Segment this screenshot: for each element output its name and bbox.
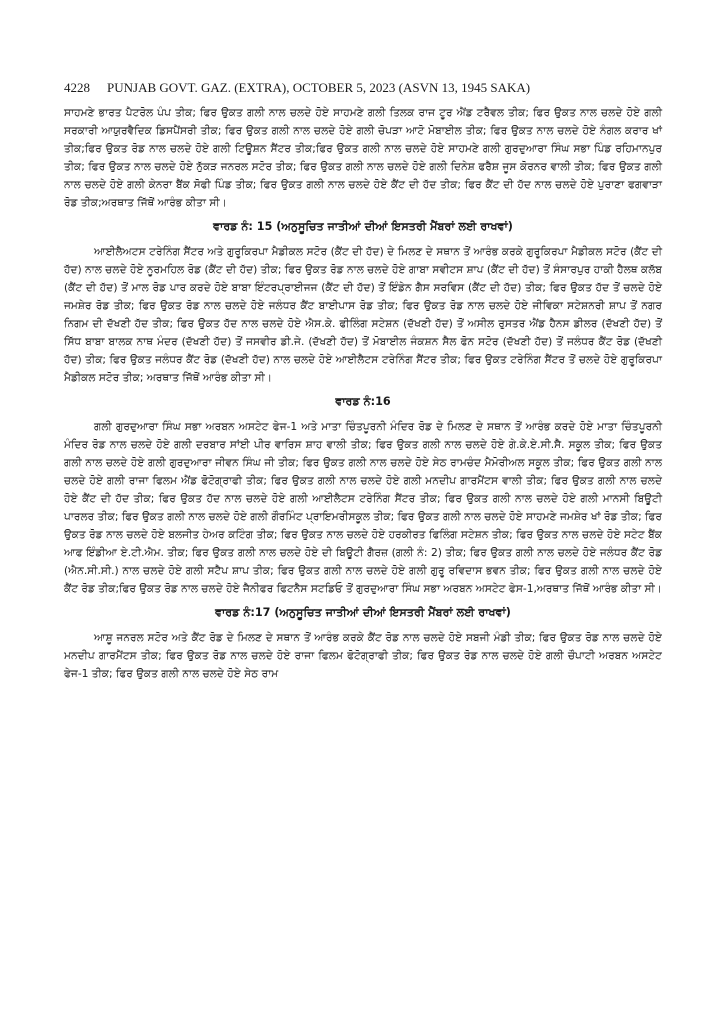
ward-16-heading: ਵਾਰਡ ਨੰ:16 bbox=[335, 395, 391, 408]
page-number: 4228 bbox=[64, 80, 90, 95]
ward-15-paragraph: ਆਈਲੈਅਟਸ ਟਰੇਨਿੰਗ ਸੈਂਟਰ ਅਤੇ ਗੁਰੂਕਿਰਪਾ ਮੈਡੀਕਲ ਸਟੋਰ (ਕੈਂਟ ਦੀ ਹੱਦ) ਦੇ ਮਿਲਣ ਦੇ ਸਥਾਨ ਤੋਂ ਆਰੰਭ ਕਰਕੇ ਗੁਰੂਕਿਰਪਾ ਮੈਡੀਕਲ ਸਟੋਰ (ਕੈਂਟ ਦੀ ਹੱਦ) ਨਾਲ ਚਲਦੇ ਹੋਏ ਨੂਰਮਹਿਲ ਰੋਡ (ਕੈਂਟ ਦੀ ਹੱਦ) ਤੀਕ; ਫਿਰ ਉਕਤ ਰੋਡ ਨਾਲ ਚਲਦੇ ਹੋਏ ਗਾਬਾ ਸਵੀਟਸ ਸ਼ਾਪ (ਕੈਂਟ ਦੀ ਹੱਦ) ਤੋਂ ਸੰਸਾਰਪੁਰ ਹਾਕੀ ਹੈਲਥ ਕਲੱਬ (ਕੈਂਟ ਦੀ ਹੱਦ) ਤੋਂ ਮਾਲ ਰੋਡ ਪਾਰ ਕਰਦੇ ਹੋਏ ਬਾਬਾ ਇੰਟਰਪ੍ਰਾਈਜਜ (ਕੈਂਟ ਦੀ ਹੱਦ) ਤੋਂ ਇੰਡੇਨ ਗੈਸ ਸਰਵਿਸ (ਕੈਂਟ ਦੀ ਹੱਦ) ਤੀਕ; ਫਿਰ ਉਕਤ ਹੱਦ ਤੋਂ ਚਲਦੇ ਹੋਏ ਜਮਸ਼ੇਰ ਰੋਡ ਤੀਕ; ਫਿਰ ਉਕਤ ਰੋਡ ਨਾਲ ਚਲਦੇ ਹੋਏ ਜਲੰਧਰ ਕੈਂਟ ਬਾਈਪਾਸ ਰੋਡ ਤੀਕ; ਫਿਰ ਉਕਤ ਰੋਡ ਨਾਲ ਚਲਦੇ ਹੋਏ ਜੀਵਿਕਾ ਸਟੇਸ਼ਨਰੀ ਸ਼ਾਪ ਤੋਂ ਨਗਰ ਨਿਗਮ ਦੀ ਦੱਖਣੀ ਹੱਦ ਤੀਕ; ਫਿਰ ਉਕਤ ਹੱਦ ਨਾਲ ਚਲਦੇ ਹੋਏ ਐਸ.ਕੇ. ਫੀਲਿੰਗ ਸਟੇਸ਼ਨ (ਦੱਖਣੀ ਹੱਦ) ਤੋਂ ਅਸੀਲ ਰੁਸਤਰ ਐਂਡ ਹੈਨਸ ਡੀਲਰ (ਦੱਖਣੀ ਹੱਦ) ਤੋਂ ਸਿੱਧ ਬਾਬਾ ਬਾਲਕ ਨਾਥ ਮੰਦਰ (ਦੱਖਣੀ ਹੱਦ) ਤੋਂ ਜਸਵੀਰ ਡੀ.ਜੇ. (ਦੱਖਣੀ ਹੱਦ) ਤੋਂ ਮੋਬਾਈਲ ਜੰਕਸ਼ਨ ਸੈਲ ਫੋਨ ਸਟੋਰ (ਦੱਖਣੀ ਹੱਦ) ਤੋਂ ਜਲੰਧਰ ਕੈਂਟ ਰੋਡ (ਦੱਖਣੀ ਹੱਦ) ਤੀਕ; ਫਿਰ ਉਕਤ ਜਲੰਧਰ ਕੈਂਟ ਰੋਡ (ਦੱਖਣੀ ਹੱਦ) ਨਾਲ ਚਲਦੇ ਹੋਏ ਆਈਲੈਟਸ ਟਰੇਨਿੰਗ ਸੈਂਟਰ ਤੀਕ; ਫਿਰ ਉਕਤ ਟਰੇਨਿੰਗ ਸੈਂਟਰ ਤੋਂ ਚਲਦੇ ਹੋਏ ਗੁਰੂਕਿਰਪਾ ਮੈਡੀਕਲ ਸਟੋਰ ਤੀਕ; ਅਰਥਾਤ ਜਿੱਥੋਂ ਆਰੰਭ ਕੀਤਾ ਸੀ। bbox=[64, 245, 662, 384]
ward-14-continuation-paragraph: ਸਾਹਮਣੇ ਭਾਰਤ ਪੈਟਰੋਲ ਪੰਪ ਤੀਕ; ਫਿਰ ਉਕਤ ਗਲੀ ਨਾਲ ਚਲਦੇ ਹੋਏ ਸਾਹਮਣੇ ਗਲੀ ਤਿਲਕ ਰਾਜ ਟੂਰ ਐਂਡ ਟਰੈਵਲ ਤੀਕ; ਫਿਰ ਉਕਤ ਨਾਲ ਚਲਦੇ ਹੋਏ ਗਲੀ ਸਰਕਾਰੀ ਆਯੁਰਵੈਦਿਕ ਡਿਸਪੈਂਸਰੀ ਤੀਕ; ਫਿਰ ਉਕਤ ਗਲੀ ਨਾਲ ਚਲਦੇ ਹੋਏ ਗਲੀ ਚੋਪੜਾ ਆਟੋ ਮੋਬਾਈਲ ਤੀਕ; ਫਿਰ ਉਕਤ ਨਾਲ ਚਲਦੇ ਹੋਏ ਨੰਗਲ ਕਰਾਰ ਖਾਂ ਤੀਕ;ਫਿਰ ਉਕਤ ਰੋਡ ਨਾਲ ਚਲਦੇ ਹੋਏ ਗਲੀ ਟਿਊਸ਼ਨ ਸੈਂਟਰ ਤੀਕ;ਫਿਰ ਉਕਤ ਗਲੀ ਨਾਲ ਚਲਦੇ ਹੋਏ ਸਾਹਮਣੇ ਗਲੀ ਗੁਰਦੁਆਰਾ ਸਿੰਘ ਸਭਾ ਪਿੰਡ ਰਹਿਮਾਨਪੁਰ ਤੀਕ; ਫਿਰ ਉਕਤ ਨਾਲ ਚਲਦੇ ਹੋਏ ਨੁੱਕੜ ਜਨਰਲ ਸਟੋਰ ਤੀਕ; ਫਿਰ ਉਕਤ ਗਲੀ ਨਾਲ ਚਲਦੇ ਹੋਏ ਗਲੀ ਦਿਨੇਸ਼ ਫਰੈਸ਼ ਜੂਸ ਕੋਰਨਰ ਵਾਲੀ ਤੀਕ; ਫਿਰ ਉਕਤ ਗਲੀ ਨਾਲ ਚਲਦੇ ਹੋਏ ਗਲੀ ਕੇਨਰਾ ਬੈਂਕ ਸੋਫੀ ਪਿੰਡ ਤੀਕ; ਫਿਰ ਉਕਤ ਗਲੀ ਨਾਲ ਚਲਦੇ ਹੋਏ ਕੈਂਟ ਦੀ ਹੱਦ ਤੀਕ; ਫਿਰ ਕੈਂਟ ਦੀ ਹੱਦ ਨਾਲ ਚਲਦੇ ਹੋਏ ਪੁਰਾਣਾ ਫਗਵਾੜਾ ਰੋਡ ਤੀਕ;ਅਰਥਾਤ ਜਿੱਥੋਂ ਆਰੰਭ ਕੀਤਾ ਸੀ। bbox=[64, 106, 662, 209]
ward-15-heading: ਵਾਰਡ ਨੰ: 15 (ਅਨੁਸੂਚਿਤ ਜਾਤੀਆਂ ਦੀਆਂ ਇਸਤਰੀ ਮੈਂਬਰਾਂ ਲਈ ਰਾਖਵਾਂ) bbox=[213, 220, 513, 233]
ward-17-paragraph: ਆਸ਼ੂ ਜਨਰਲ ਸਟੋਰ ਅਤੇ ਕੈਂਟ ਰੋਡ ਦੇ ਮਿਲਣ ਦੇ ਸਥਾਨ ਤੋਂ ਆਰੰਭ ਕਰਕੇ ਕੈਂਟ ਰੋਡ ਨਾਲ ਚਲਦੇ ਹੋਏ ਸਬਜੀ ਮੰਡੀ ਤੀਕ; ਫਿਰ ਉਕਤ ਰੋਡ ਨਾਲ ਚਲਦੇ ਹੋਏ ਮਨਦੀਪ ਗਾਰਮੈਂਟਸ ਤੀਕ; ਫਿਰ ਉਕਤ ਰੋਡ ਨਾਲ ਚਲਦੇ ਹੋਏ ਰਾਜਾ ਫਿਲਮ ਫੋਟੋਗ੍ਰਾਫੀ ਤੀਕ; ਫਿਰ ਉਕਤ ਰੋਡ ਨਾਲ ਚਲਦੇ ਹੋਏ ਗਲੀ ਚੌਪਾਟੀ ਅਰਬਨ ਅਸਟੇਟ ਫੇਜ-1 ਤੀਕ; ਫਿਰ ਉਕਤ ਗਲੀ ਨਾਲ ਚਲਦੇ ਹੋਏ ਸੇਠ ਰਾਮ bbox=[64, 631, 662, 680]
page-header bbox=[64, 80, 662, 98]
ward-16-paragraph: ਗਲੀ ਗੁਰਦੁਆਰਾ ਸਿੰਘ ਸਭਾ ਅਰਬਨ ਅਸਟੇਟ ਫੇਜ-1 ਅਤੇ ਮਾਤਾ ਚਿੰਤਪੂਰਨੀ ਮੰਦਿਰ ਰੋਡ ਦੇ ਮਿਲਣ ਦੇ ਸਥਾਨ ਤੋਂ ਆਰੰਭ ਕਰਦੇ ਹੋਏ ਮਾਤਾ ਚਿੰਤਪੂਰਨੀ ਮੰਦਿਰ ਰੋਡ ਨਾਲ ਚਲਦੇ ਹੋਏ ਗਲੀ ਦਰਬਾਰ ਸਾਂਈ ਪੀਰ ਵਾਰਿਸ ਸ਼ਾਹ ਵਾਲੀ ਤੀਕ; ਫਿਰ ਉਕਤ ਗਲੀ ਨਾਲ ਚਲਦੇ ਹੋਏ ਗੇ.ਕੇ.ਏ.ਸੀ.ਸੈ. ਸਕੂਲ ਤੀਕ; ਫਿਰ ਉਕਤ ਗਲੀ ਨਾਲ ਚਲਦੇ ਹੋਏ ਗਲੀ ਗੁਰਦੁਆਰਾ ਜੀਵਨ ਸਿੰਘ ਜੀ ਤੀਕ; ਫਿਰ ਉਕਤ ਗਲੀ ਨਾਲ ਚਲਦੇ ਹੋਏ ਸੇਠ ਰਾਮਚੰਦ ਮੈਮੋਰੀਅਲ ਸਕੂਲ ਤੀਕ; ਫਿਰ ਉਕਤ ਗਲੀ ਨਾਲ ਚਲਦੇ ਹੋਏ ਗਲੀ ਰਾਜਾ ਫਿਲਮ ਐਂਡ ਫੋਟੋਗ੍ਰਾਫੀ ਤੀਕ; ਫਿਰ ਉਕਤ ਗਲੀ ਨਾਲ ਚਲਦੇ ਹੋਏ ਗਲੀ ਮਨਦੀਪ ਗਾਰਮੈਂਟਸ ਵਾਲੀ ਤੀਕ; ਫਿਰ ਉਕਤ ਗਲੀ ਨਾਲ ਚਲਦੇ ਹੋਏ ਕੈਂਟ ਦੀ ਹੱਦ ਤੀਕ; ਫਿਰ ਉਕਤ ਹੱਦ ਨਾਲ ਚਲਦੇ ਹੋਏ ਗਲੀ ਆਈਲੈਟਸ ਟਰੇਨਿੰਗ ਸੈਂਟਰ ਤੀਕ; ਫਿਰ ਉਕਤ ਗਲੀ ਨਾਲ ਚਲਦੇ ਹੋਏ ਗਲੀ ਮਾਨਸੀ ਬਿਊਟੀ ਪਾਰਲਰ ਤੀਕ; ਫਿਰ ਉਕਤ ਗਲੀ ਨਾਲ ਚਲਦੇ ਹੋਏ ਗਲੀ ਗੌਰਮਿੰਟ ਪ੍ਰਾਇਮਰੀਸਕੂਲ ਤੀਕ; ਫਿਰ ਉਕਤ ਗਲੀ ਨਾਲ ਚਲਦੇ ਹੋਏ ਸਾਹਮਣੇ ਜਮਸ਼ੇਰ ਖਾਂ ਰੋਡ ਤੀਕ; ਫਿਰ ਉਕਤ ਰੋਡ ਨਾਲ ਚਲਦੇ ਹੋਏ ਬਲਜੀਤ ਹੇਅਰ ਕਟਿੰਗ ਤੀਕ; ਫਿਰ ਉਕਤ ਨਾਲ ਚਲਦੇ ਹੋਏ ਹਰਕੀਰਤ ਫਿਲਿੰਗ ਸਟੇਸ਼ਨ ਤੀਕ; ਫਿਰ ਉਕਤ ਨਾਲ ਚਲਦੇ ਹੋਏ ਸਟੇਟ ਬੈਂਕ ਆਫ ਇੰਡੀਆ ਏ.ਟੀ.ਐਮ. ਤੀਕ; ਫਿਰ ਉਕਤ ਗਲੀ ਨਾਲ ਚਲਦੇ ਹੋਏ ਦੀ ਬਿਊਟੀ ਗੈਰਜ਼ (ਗਲੀ ਨੰ: 2) ਤੀਕ; ਫਿਰ ਉਕਤ ਗਲੀ ਨਾਲ ਚਲਦੇ ਹੋਏ ਜਲੰਧਰ ਕੈਂਟ ਰੋਡ (ਐਨ.ਸੀ.ਸੀ.) ਨਾਲ ਚਲਦੇ ਹੋਏ ਗਲੀ ਸਟੈਪ ਸ਼ਾਪ ਤੀਕ; ਫਿਰ ਉਕਤ ਗਲੀ ਨਾਲ ਚਲਦੇ ਹੋਏ ਗਲੀ ਗੁਰੂ ਰਵਿਦਾਸ ਭਵਨ ਤੀਕ; ਫਿਰ ਉਕਤ ਗਲੀ ਨਾਲ ਚਲਦੇ ਹੋਏ ਕੈਂਟ ਰੋਡ ਤੀਕ;ਫਿਰ ਉਕਤ ਰੋਡ ਨਾਲ ਚਲਦੇ ਹੋਏ ਜੈਨੀਫਰ ਫਿਟਨੈਸ ਸਟਡਿਓ ਤੋਂ ਗੁਰਦੁਆਰਾ ਸਿੰਘ ਸਭਾ ਅਰਬਨ ਅਸਟੇਟ ਫੇਸ-1,ਅਰਥਾਤ ਜਿੱਥੋਂ ਆਰੰਭ ਕੀਤਾ ਸੀ। bbox=[64, 420, 662, 595]
gazette-title: PUNJAB GOVT. GAZ. (EXTRA), OCTOBER 5, 2023 (ASVN 13, 1945 SAKA) bbox=[107, 80, 531, 95]
ward-17-heading: ਵਾਰਡ ਨੰ:17 (ਅਨੁਸੂਚਿਤ ਜਾਤੀਆਂ ਦੀਆਂ ਇਸਤਰੀ ਮੈਂਬਰਾਂ ਲਈ ਰਾਖਵਾਂ) bbox=[215, 606, 511, 619]
document-body bbox=[64, 104, 662, 683]
